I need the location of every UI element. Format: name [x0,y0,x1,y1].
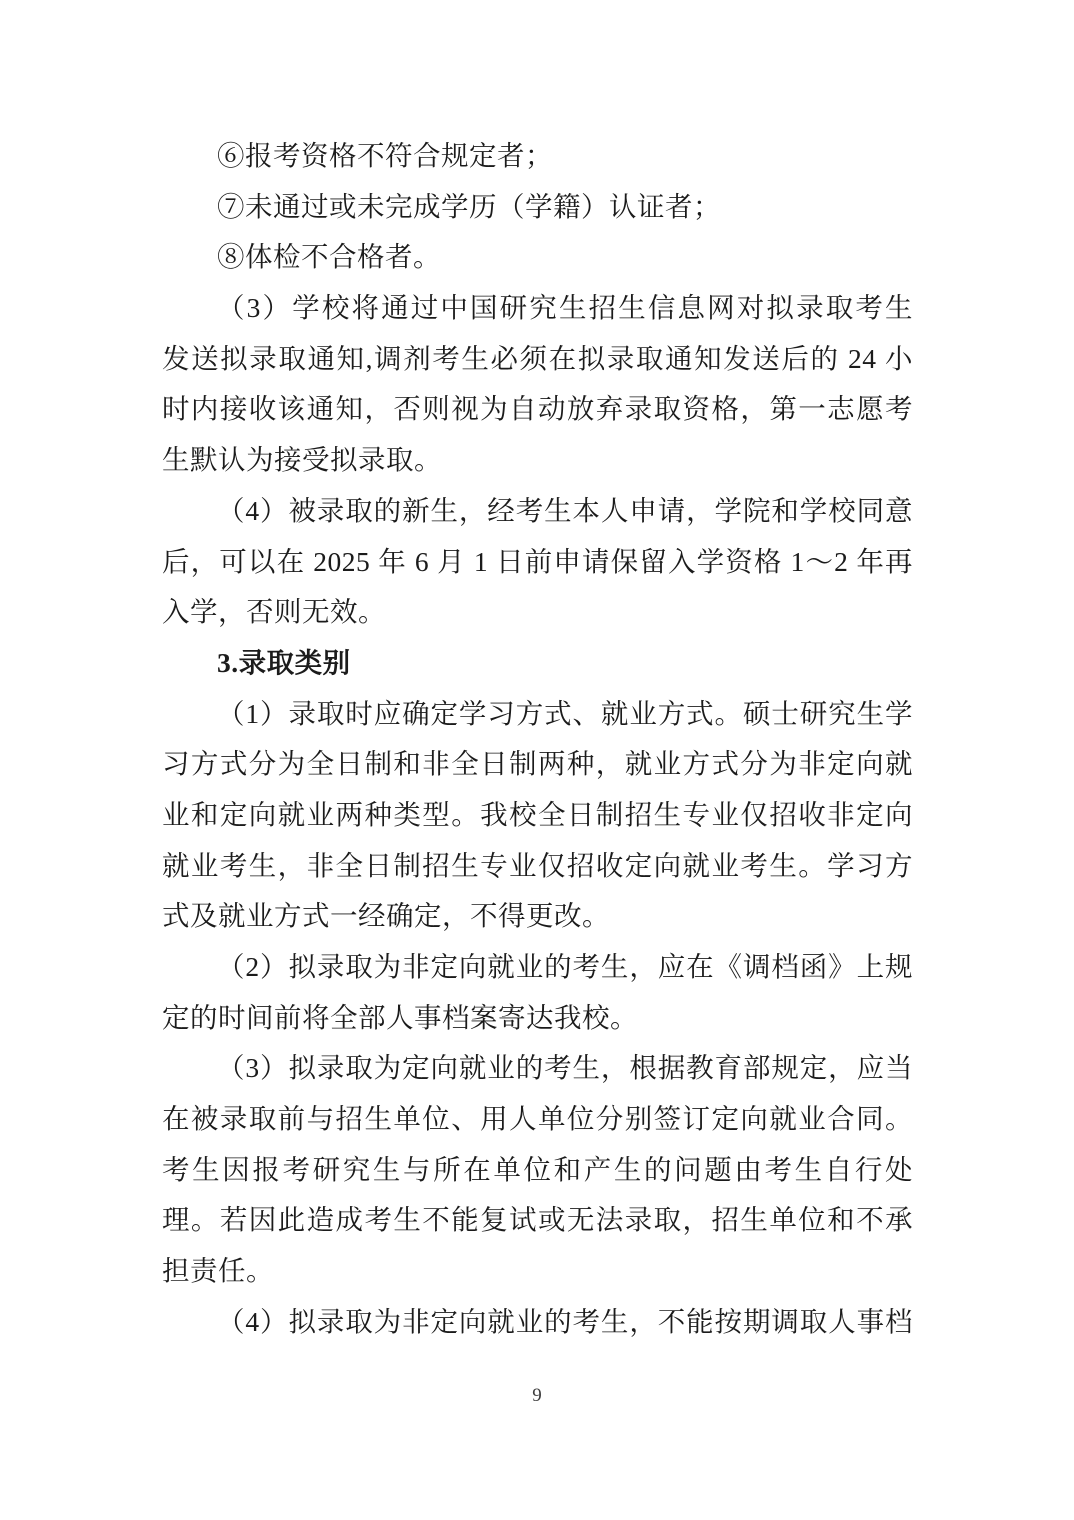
text-line: （1）录取时应确定学习方式、就业方式。硕士研究生学 [217,697,913,729]
text-line: 时内接收该通知，否则视为自动放弃录取资格，第一志愿考 [162,393,913,425]
text-line: 考生因报考研究生与所在单位和产生的问题由考生自行处 [162,1153,913,1185]
text-line: 生默认为接受拟录取。 [162,444,442,476]
text-line: 在被录取前与招生单位、用人单位分别签订定向就业合同。 [162,1103,913,1135]
text-line: （3）拟录取为定向就业的考生，根据教育部规定，应当 [217,1052,913,1084]
text-line: （2）拟录取为非定向就业的考生，应在《调档函》上规 [217,951,913,982]
text-line: 式及就业方式一经确定，不得更改。 [162,900,610,932]
text-line: ⑥报考资格不符合规定者； [217,140,553,171]
text-line: 发送拟录取通知,调剂考生必须在拟录取通知发送后的 24 小 [162,342,913,374]
text-line: 理。若因此造成考生不能复试或无法录取，招生单位和不承 [162,1204,913,1236]
text-line: （4）拟录取为非定向就业的考生，不能按期调取人事档 [217,1305,913,1337]
text-line: 定的时间前将全部人事档案寄达我校。 [162,1001,638,1033]
text-line: 入学，否则无效。 [162,596,386,628]
text-line: 就业考生，非全日制招生专业仅招收定向就业考生。学习方 [162,849,913,881]
text-line: 后，可以在 2025 年 6 月 1 日前申请保留入学资格 1～2 年再 [162,545,913,577]
page-number: 9 [532,1385,542,1406]
text-line: （4）被录取的新生，经考生本人申请，学院和学校同意 [217,494,913,526]
section-heading: 3.录取类别 [217,646,351,678]
text-line: 担责任。 [162,1255,274,1287]
text-line: 习方式分为全日制和非全日制两种，就业方式分为非定向就 [162,748,913,780]
document-body [162,131,913,1348]
text-line: ⑧体检不合格者。 [217,241,441,273]
text-line: ⑦未通过或未完成学历（学籍）认证者； [217,190,721,222]
text-line: （3）学校将通过中国研究生招生信息网对拟录取考生 [217,292,913,324]
text-line: 业和定向就业两种类型。我校全日制招生专业仅招收非定向 [162,798,913,830]
